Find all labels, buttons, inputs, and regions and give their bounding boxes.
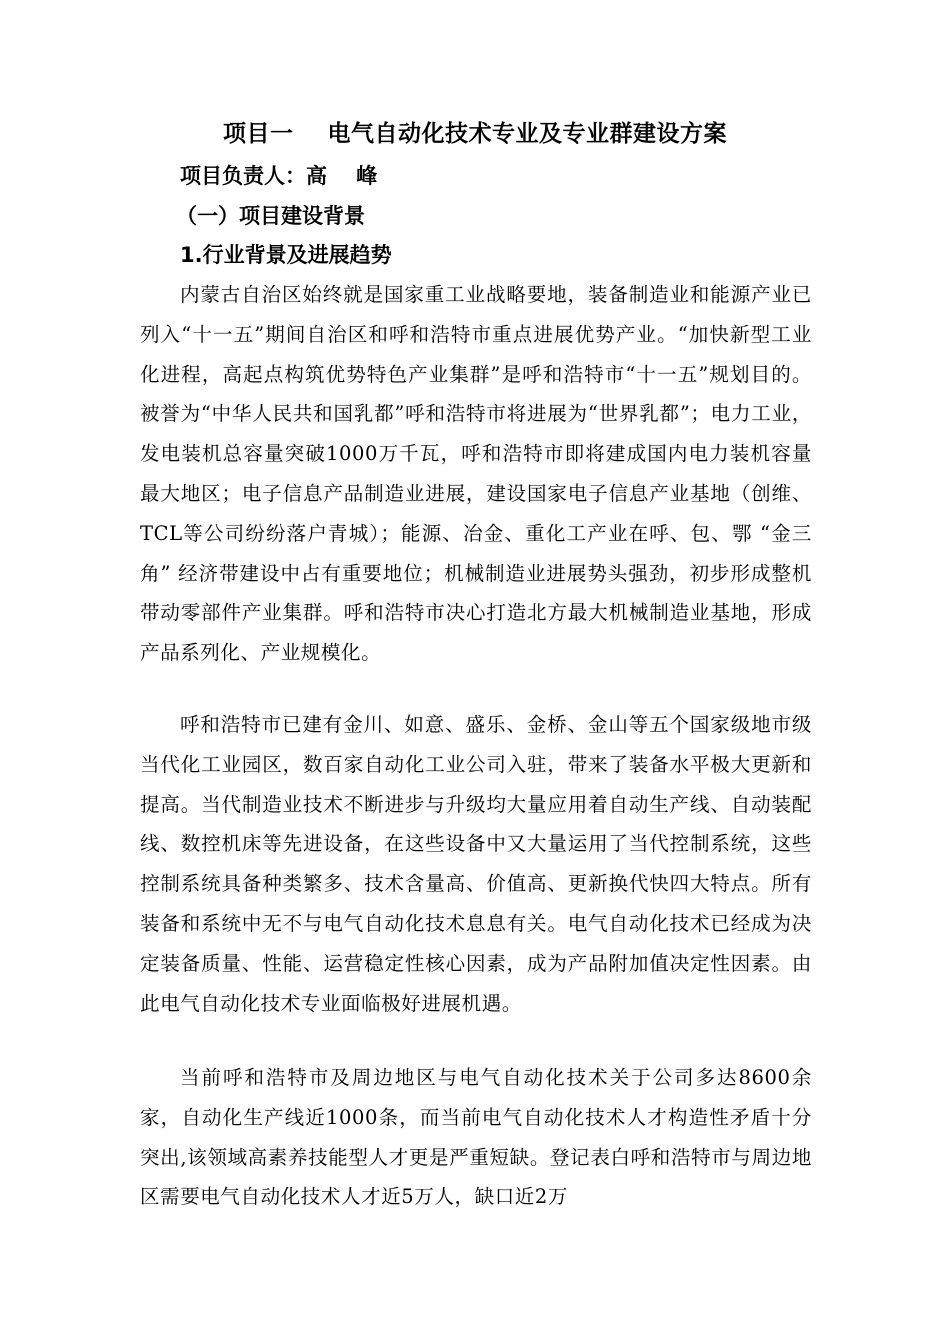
paragraph-2: 呼和浩特市已建有金川、如意、盛乐、金桥、金山等五个国家级地市级当代化工业园区，数百家自动化工业公司入驻，带来了装备水平极大更新和提高。当代制造业技术不断进步与升级均大量应用着自动生产线、自动装配线、数控机床等先进设备，在这些设备中又大量运用了当代控制系统，这些控制系统具备种类繁多、技术含量高、价值高、更新换代快四大特点。所有装备和系统中无不与电气自动化技术息息有关。电气自动化技术已经成为决定装备质量、性能、运营稳定性核心因素，成为产品附加值决定性因素。由此电气自动化技术专业面临极好进展机遇。 — [140, 713, 812, 1015]
project-owner-line: 项目负责人：高 峰 — [180, 164, 378, 188]
document-title: 项目一 电气自动化技术专业及专业群建设方案 — [222, 121, 728, 147]
section-heading: （一）项目建设背景 — [176, 204, 365, 228]
paragraph-3: 当前呼和浩特市及周边地区与电气自动化技术关于公司多达8600余家，自动化生产线近1000条，而当前电气自动化技术人才构造性矛盾十分突出,该领域高素养技能型人才更是严重短缺。登记表白呼和浩特市与周边地区需要电气自动化技术人才近5万人，缺口近2万 — [140, 1066, 812, 1209]
paragraph-1: 内蒙古自治区始终就是国家重工业战略要地，装备制造业和能源产业已列入“十一五”期间自治区和呼和浩特市重点进展优势产业。“加快新型工业化进程，高起点构筑优势特色产业集群”是呼和浩特市“十一五”规划目的。被誉为“中华人民共和国乳都”呼和浩特市将进展为“世界乳都”；电力工业，发电装机总容量突破1000万千瓦，呼和浩特市即将建成国内电力装机容量最大地区；电子信息产品制造业进展，建设国家电子信息产业基地（创维、TCL等公司纷纷落户青城）；能源、冶金、重化工产业在呼、包、鄂 “金三角” 经济带建设中占有重要地位；机械制造业进展势头强劲，初步形成整机带动零部件产业集群。呼和浩特市决心打造北方最大机械制造业基地，形成产品系列化、产业规模化。 — [140, 283, 812, 665]
subsection-heading: 1.行业背景及进展趋势 — [180, 243, 392, 267]
